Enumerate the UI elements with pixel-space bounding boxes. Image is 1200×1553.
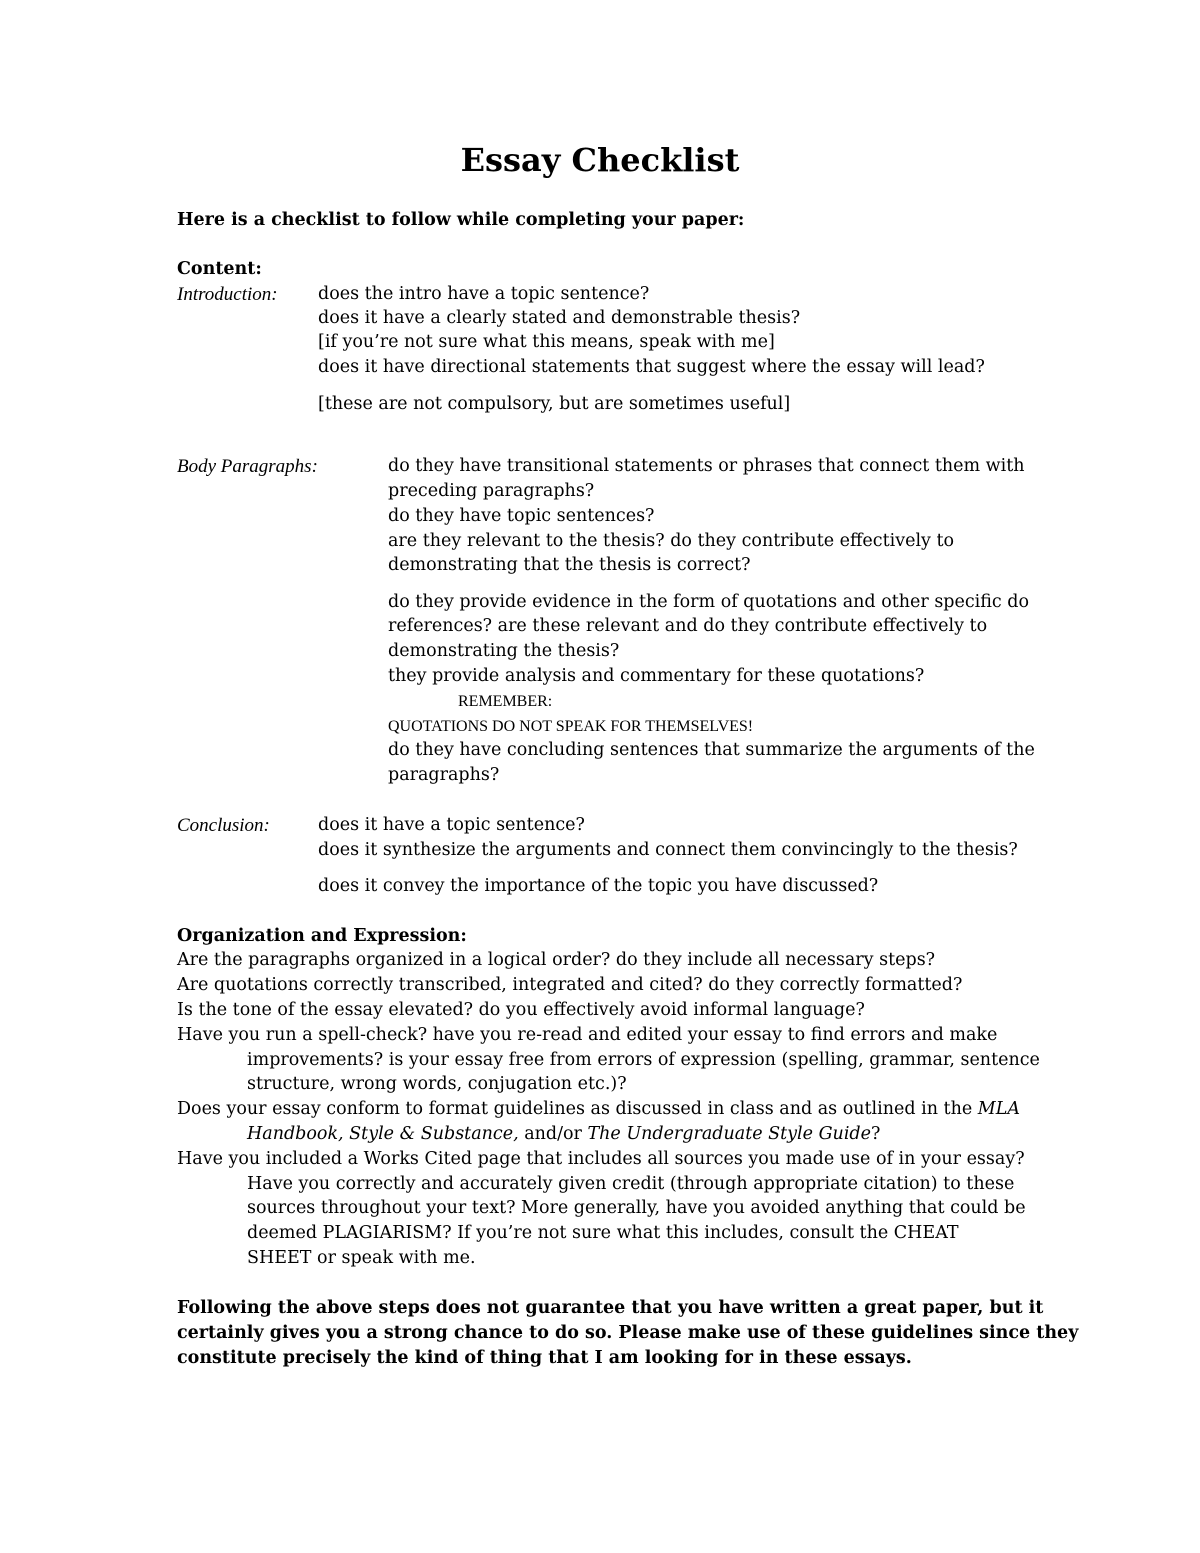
content-heading: Content: (177, 259, 262, 279)
body-item: do they provide evidence in the form of quotations and other specific do (388, 592, 1030, 612)
organization-item: structure, wrong words, conjugation etc.)? (247, 1074, 627, 1094)
conclusion-item: does it have a topic sentence? (318, 815, 585, 835)
remember-note: REMEMBER: (458, 693, 553, 710)
introduction-label: Introduction: (177, 284, 278, 305)
organization-item: Is the tone of the essay elevated? do you effectively avoid informal language? (177, 1000, 865, 1020)
works-cited-item: deemed PLAGIARISM? If you’re not sure what this includes, consult the CHEAT (247, 1223, 959, 1243)
body-item: do they have transitional statements or phrases that connect them with (388, 456, 1025, 476)
format-guidelines-text: Does your essay conform to format guidelines as discussed in class and as outlined in the (177, 1099, 978, 1119)
introduction-item: does it have directional statements that suggest where the essay will lead? (318, 357, 985, 377)
works-cited-item: sources throughout your text? More generally, have you avoided anything that could be (247, 1198, 1026, 1218)
style-guide-title: The Undergraduate Style Guide (587, 1124, 871, 1144)
body-item: paragraphs? (388, 765, 500, 785)
page-title: Essay Checklist (460, 141, 740, 179)
organization-item: Have you run a spell-check? have you re-read and edited your essay to find errors and make (177, 1025, 998, 1045)
closing-text: Following the above steps does not guarantee that you have written a great paper, but it (177, 1298, 1044, 1318)
introduction-item: does the intro have a topic sentence? (318, 284, 650, 304)
body-item: demonstrating that the thesis is correct? (388, 555, 751, 575)
body-item: do they have concluding sentences that summarize the arguments of the (388, 740, 1035, 760)
works-cited-item: SHEET or speak with me. (247, 1248, 476, 1268)
conclusion-item: does it convey the importance of the topic you have discussed? (318, 876, 879, 896)
body-item: preceding paragraphs? (388, 481, 595, 501)
body-item: they provide analysis and commentary for these quotations? (388, 666, 925, 686)
introduction-item: does it have a clearly stated and demonstrable thesis? (318, 308, 801, 328)
body-item: references? are these relevant and do they contribute effectively to (388, 616, 988, 636)
question-mark: ? (870, 1124, 881, 1144)
closing-text: certainly gives you a strong chance to do so. Please make use of these guidelines since they (177, 1323, 1079, 1343)
format-guidelines-line (177, 1097, 1020, 1122)
quotations-warning: QUOTATIONS DO NOT SPEAK FOR THEMSELVES! (388, 718, 754, 735)
mla-title: MLA (977, 1099, 1020, 1119)
organization-item: Are the paragraphs organized in a logical order? do they include all necessary steps? (177, 950, 936, 970)
body-item: demonstrating the thesis? (388, 641, 620, 661)
organization-item: Are quotations correctly transcribed, integrated and cited? do they correctly formatted? (177, 975, 963, 995)
organization-item: improvements? is your essay free from errors of expression (spelling, grammar, sentence (247, 1050, 1040, 1070)
and-or-text: and/or (518, 1124, 588, 1144)
body-item: are they relevant to the thesis? do they contribute effectively to (388, 531, 955, 551)
introduction-item: [if you’re not sure what this means, speak with me] (318, 332, 775, 352)
conclusion-item: does it synthesize the arguments and connect them convincingly to the thesis? (318, 840, 1018, 860)
works-cited-item: Have you correctly and accurately given credit (through appropriate citation) to these (247, 1174, 1015, 1194)
conclusion-label: Conclusion: (177, 815, 270, 836)
intro-text: Here is a checklist to follow while completing your paper: (177, 210, 745, 230)
body-item: do they have topic sentences? (388, 506, 655, 526)
closing-text: constitute precisely the kind of thing that I am looking for in these essays. (177, 1348, 912, 1368)
handbook-title: Handbook, Style & Substance, (247, 1124, 519, 1144)
format-guidelines-line-2 (247, 1122, 880, 1147)
works-cited-item: Have you included a Works Cited page that includes all sources you made use of in your essay? (177, 1149, 1025, 1169)
introduction-item: [these are not compulsory, but are sometimes useful] (318, 394, 791, 414)
body-paragraphs-label: Body Paragraphs: (177, 456, 318, 477)
organization-heading: Organization and Expression: (177, 926, 467, 946)
